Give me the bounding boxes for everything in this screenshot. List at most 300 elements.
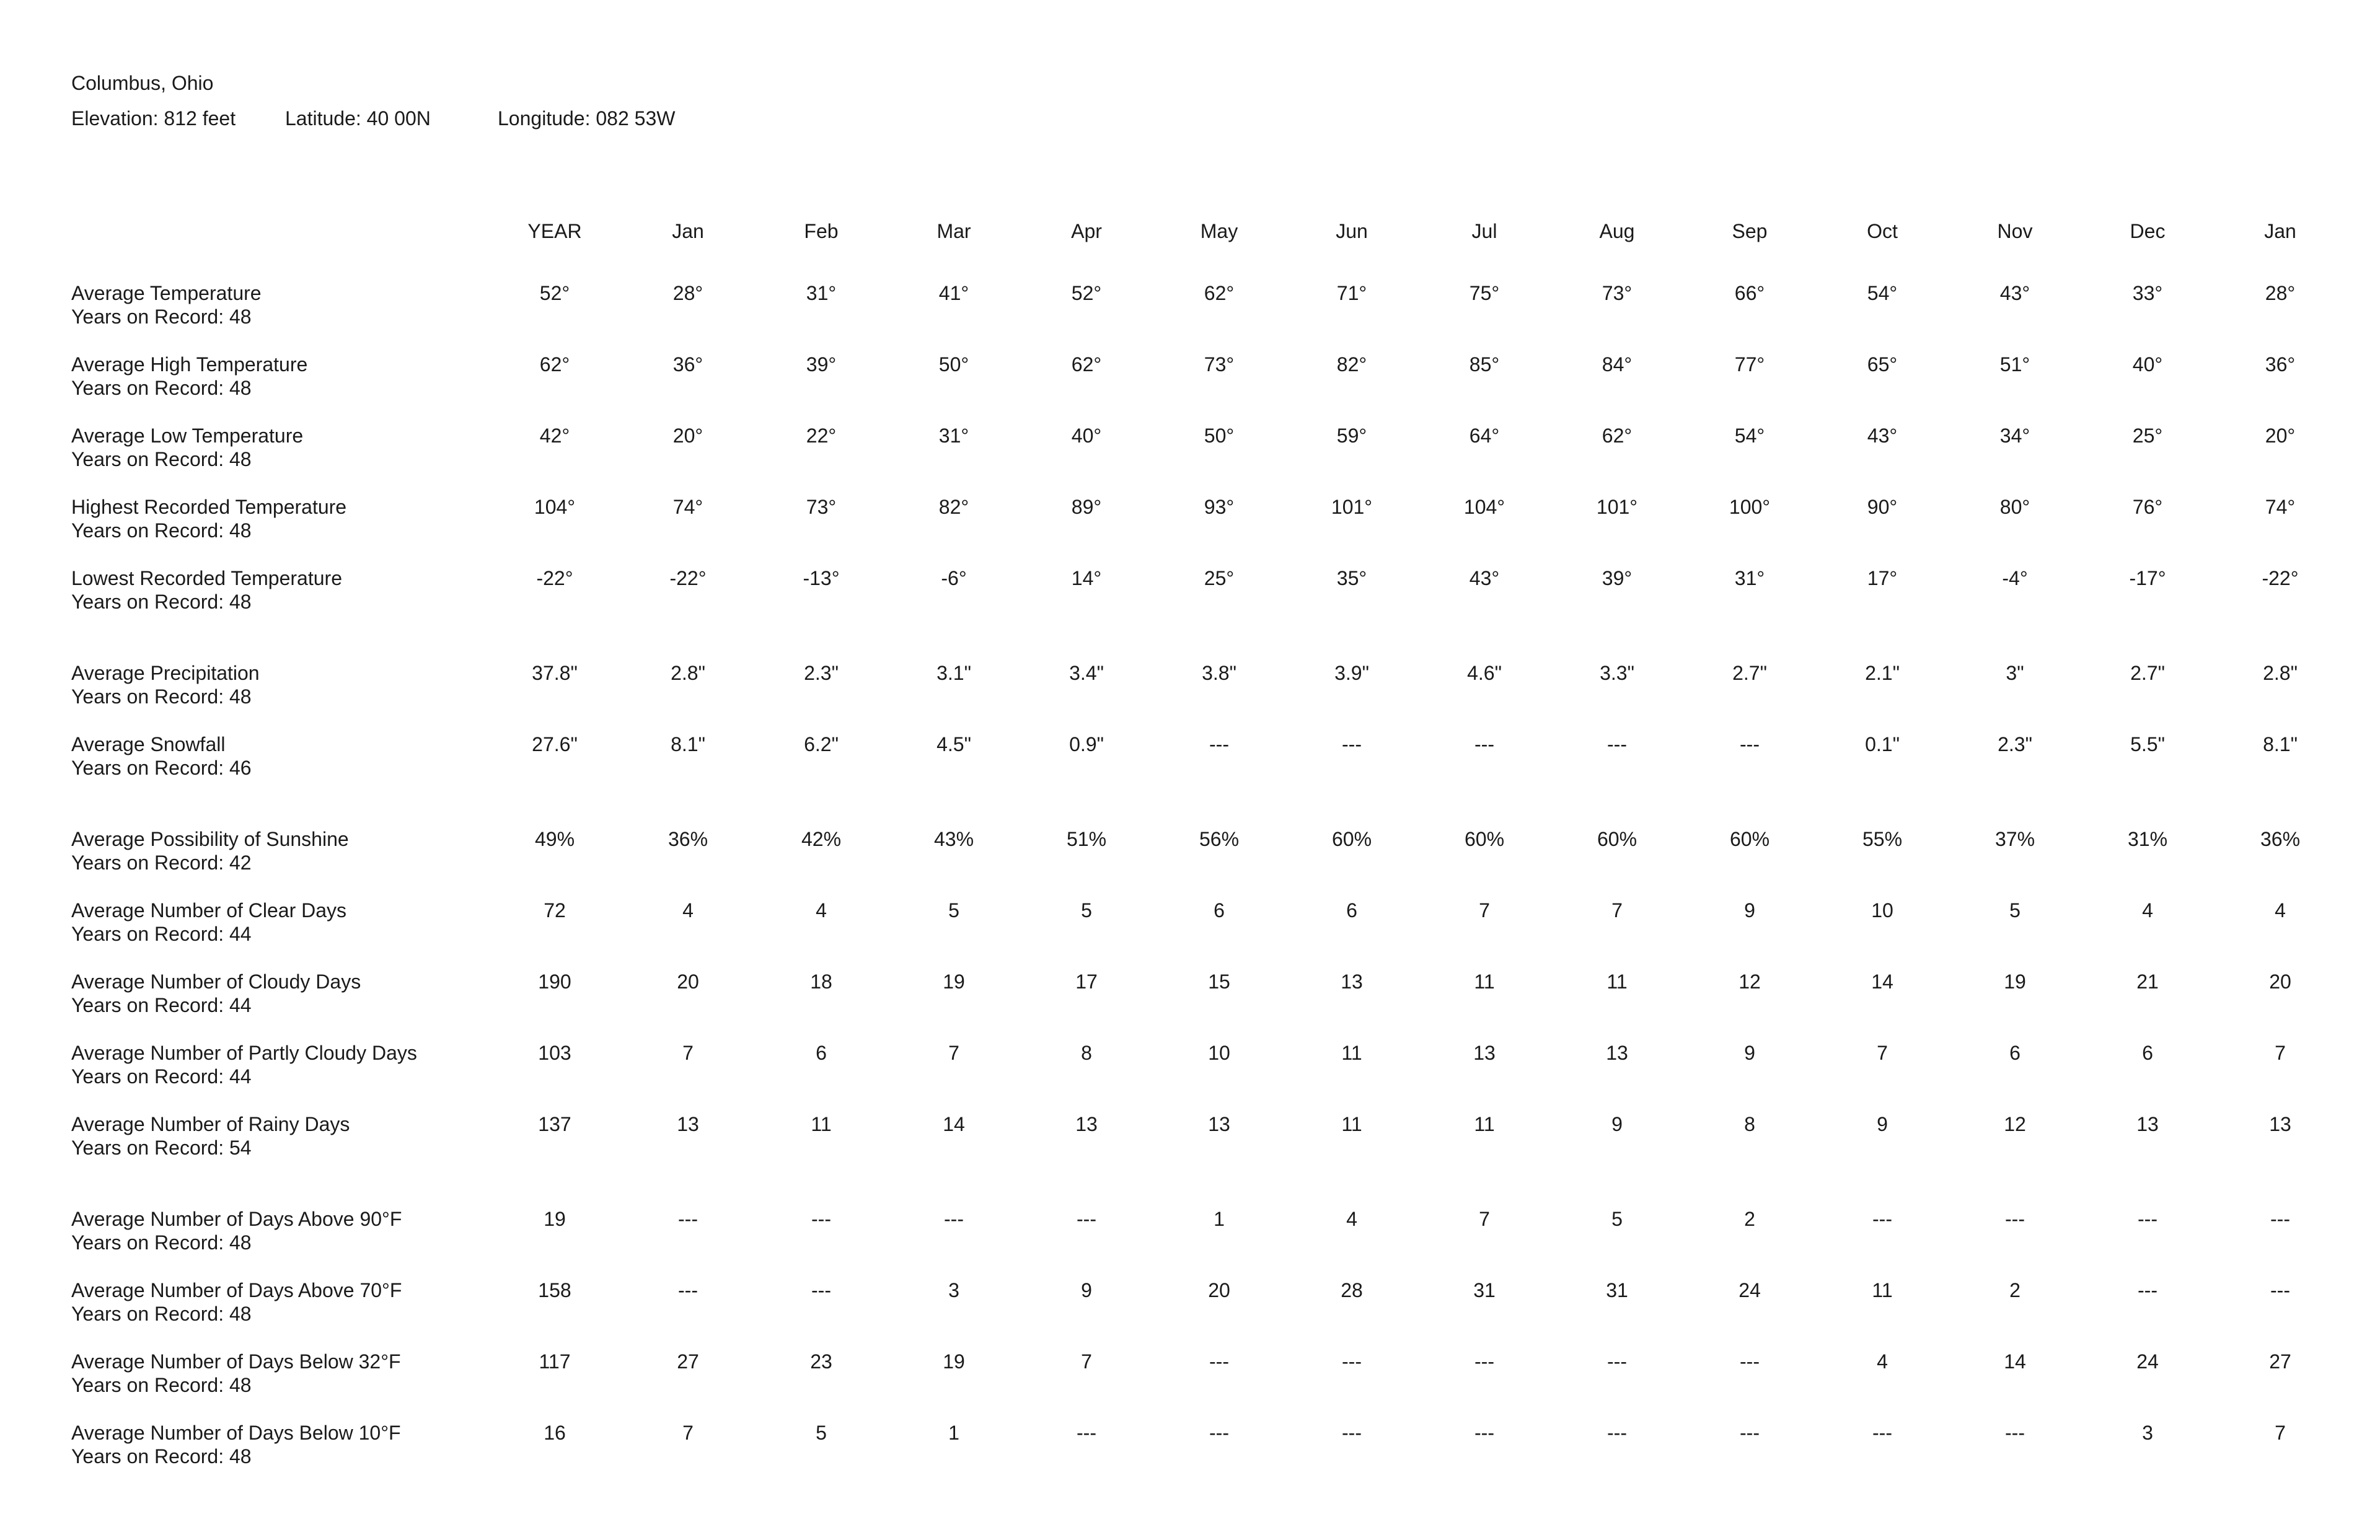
row-label xyxy=(71,281,505,328)
table-cell: 37.8" xyxy=(532,662,578,684)
table-cell: 8.1" xyxy=(2263,733,2298,755)
table-cell: --- xyxy=(1474,733,1494,755)
row-label xyxy=(71,424,505,471)
table-cell: --- xyxy=(1474,1350,1494,1373)
table-cell: 60% xyxy=(1729,828,1770,850)
table-cell: 4 xyxy=(2275,899,2286,922)
table-row xyxy=(71,495,2365,545)
table-cell: 2.8" xyxy=(671,662,705,684)
table-cell: 55% xyxy=(1862,828,1903,850)
table-cell: --- xyxy=(2270,1208,2290,1230)
table-cell: 31° xyxy=(1734,567,1765,589)
table-cell: 21 xyxy=(2136,970,2159,993)
table-row xyxy=(71,970,2365,1019)
years-on-record: Years on Record: 48 xyxy=(71,377,252,399)
table-cell: 56% xyxy=(1199,828,1240,850)
table-cell: 10 xyxy=(1208,1042,1230,1064)
table-cell: 2.1" xyxy=(1865,662,1900,684)
table-cell: 77° xyxy=(1734,353,1765,376)
table-cell: 27 xyxy=(677,1350,699,1373)
table-cell: 15 xyxy=(1208,970,1230,993)
metric-name: Highest Recorded Temperature xyxy=(71,496,347,518)
latitude-text: Latitude: 40 00N xyxy=(285,107,431,130)
table-cell: --- xyxy=(678,1279,698,1301)
years-on-record: Years on Record: 54 xyxy=(71,1137,252,1159)
table-cell: 16 xyxy=(544,1422,566,1444)
table-cell: 24 xyxy=(2136,1350,2159,1373)
table-cell: -13° xyxy=(803,567,840,589)
table-cell: 14° xyxy=(1071,567,1102,589)
table-cell: 2.3" xyxy=(804,662,839,684)
table-cell: 20° xyxy=(2265,425,2296,447)
table-cell: 41° xyxy=(938,282,969,304)
column-header: Dec xyxy=(2130,220,2166,242)
table-cell: 27.6" xyxy=(532,733,578,755)
table-cell: -22° xyxy=(536,567,573,589)
years-on-record: Years on Record: 44 xyxy=(71,994,252,1016)
table-cell: 7 xyxy=(682,1422,694,1444)
table-cell: 13 xyxy=(1208,1113,1230,1135)
table-cell: 101° xyxy=(1596,496,1638,518)
table-cell: -4° xyxy=(2002,567,2028,589)
table-cell: 3.1" xyxy=(937,662,971,684)
table-cell: 7 xyxy=(1479,1208,1490,1230)
metric-name: Average Number of Days Above 70°F xyxy=(71,1279,402,1301)
table-cell: 10 xyxy=(1871,899,1893,922)
table-cell: 49% xyxy=(534,828,575,850)
table-row xyxy=(71,566,2365,616)
table-row xyxy=(71,899,2365,948)
table-cell: --- xyxy=(678,1208,698,1230)
table-row xyxy=(71,353,2365,402)
table-cell: 28° xyxy=(2265,282,2296,304)
metric-name: Average Number of Clear Days xyxy=(71,899,347,922)
table-cell: 31° xyxy=(806,282,837,304)
table-cell: --- xyxy=(1342,1350,1362,1373)
years-on-record: Years on Record: 48 xyxy=(71,1374,252,1396)
table-cell: 60% xyxy=(1464,828,1505,850)
table-row xyxy=(71,827,2365,877)
table-cell: 39° xyxy=(806,353,837,376)
table-cell: 3.9" xyxy=(1334,662,1369,684)
table-cell: --- xyxy=(811,1279,831,1301)
table-row xyxy=(71,1112,2365,1162)
table-cell: 7 xyxy=(1611,899,1623,922)
row-label xyxy=(71,1041,505,1088)
table-cell: 22° xyxy=(806,425,837,447)
table-cell: 8 xyxy=(1081,1042,1092,1064)
column-header: YEAR xyxy=(527,220,582,242)
table-cell: 9 xyxy=(1744,899,1755,922)
table-cell: 31 xyxy=(1606,1279,1628,1301)
table-cell: 5 xyxy=(1081,899,1092,922)
column-header: Jun xyxy=(1336,220,1368,242)
table-cell: 39° xyxy=(1602,567,1633,589)
elevation-text: Elevation: 812 feet xyxy=(71,107,236,130)
table-cell: 43° xyxy=(1867,425,1898,447)
table-cell: 75° xyxy=(1469,282,1500,304)
column-header: Feb xyxy=(804,220,839,242)
table-cell: 11 xyxy=(1474,1113,1495,1135)
table-cell: --- xyxy=(1872,1422,1892,1444)
table-cell: 42° xyxy=(539,425,570,447)
table-cell: 104° xyxy=(1463,496,1505,518)
table-cell: 117 xyxy=(539,1350,571,1373)
table-cell: 14 xyxy=(943,1113,965,1135)
years-on-record: Years on Record: 46 xyxy=(71,757,252,779)
table-cell: 76° xyxy=(2132,496,2163,518)
table-cell: 19 xyxy=(943,970,965,993)
table-cell: 4 xyxy=(1346,1208,1357,1230)
years-on-record: Years on Record: 48 xyxy=(71,519,252,542)
table-cell: --- xyxy=(1209,1422,1229,1444)
table-cell: 13 xyxy=(2136,1113,2159,1135)
row-label xyxy=(71,1112,505,1159)
table-cell: 54° xyxy=(1867,282,1898,304)
years-on-record: Years on Record: 48 xyxy=(71,306,252,328)
table-cell: 11 xyxy=(1474,970,1495,993)
table-cell: 34° xyxy=(1999,425,2030,447)
table-cell: 5 xyxy=(1611,1208,1623,1230)
table-cell: 4.5" xyxy=(937,733,971,755)
table-cell: 6 xyxy=(1346,899,1357,922)
table-cell: 1 xyxy=(1214,1208,1225,1230)
column-header: Jul xyxy=(1471,220,1497,242)
table-cell: 103 xyxy=(538,1042,571,1064)
table-cell: --- xyxy=(1474,1422,1494,1444)
table-cell: 3 xyxy=(948,1279,959,1301)
table-cell: 3.3" xyxy=(1600,662,1634,684)
metric-name: Average Temperature xyxy=(71,282,262,304)
table-cell: 72 xyxy=(544,899,566,922)
column-header: Mar xyxy=(937,220,971,242)
metric-name: Average Possibility of Sunshine xyxy=(71,828,349,850)
table-cell: 64° xyxy=(1469,425,1500,447)
metric-name: Average Number of Rainy Days xyxy=(71,1113,350,1135)
table-cell: 43% xyxy=(933,828,974,850)
table-cell: --- xyxy=(2005,1422,2025,1444)
metric-name: Average Number of Partly Cloudy Days xyxy=(71,1042,417,1064)
table-cell: 104° xyxy=(534,496,576,518)
table-cell: 12 xyxy=(1739,970,1761,993)
table-cell: 73° xyxy=(1204,353,1235,376)
row-label xyxy=(71,970,505,1017)
table-cell: 6 xyxy=(2142,1042,2153,1064)
table-cell: 28° xyxy=(672,282,703,304)
table-row xyxy=(71,1207,2365,1257)
table-cell: 158 xyxy=(538,1279,571,1301)
table-cell: 28 xyxy=(1341,1279,1363,1301)
table-cell: -6° xyxy=(941,567,967,589)
table-cell: --- xyxy=(2138,1279,2157,1301)
table-cell: 27 xyxy=(2269,1350,2291,1373)
table-cell: 23 xyxy=(810,1350,832,1373)
column-header: Jan xyxy=(2264,220,2296,242)
table-cell: 7 xyxy=(1479,899,1490,922)
table-cell: 43° xyxy=(1999,282,2030,304)
table-cell: 73° xyxy=(1602,282,1633,304)
table-cell: 51% xyxy=(1066,828,1107,850)
table-cell: 9 xyxy=(1877,1113,1888,1135)
table-cell: 3.4" xyxy=(1069,662,1104,684)
location-meta xyxy=(71,107,675,130)
table-cell: 2.3" xyxy=(1998,733,2032,755)
table-cell: --- xyxy=(2138,1208,2157,1230)
table-cell: 19 xyxy=(943,1350,965,1373)
table-cell: --- xyxy=(1342,1422,1362,1444)
table-cell: --- xyxy=(1077,1422,1096,1444)
table-cell: 2.7" xyxy=(2130,662,2165,684)
table-cell: 7 xyxy=(1877,1042,1888,1064)
table-cell: 18 xyxy=(810,970,832,993)
table-cell: 60% xyxy=(1597,828,1637,850)
table-cell: 1 xyxy=(948,1422,959,1444)
table-cell: 0.9" xyxy=(1069,733,1104,755)
table-cell: 14 xyxy=(1871,970,1893,993)
table-cell: 33° xyxy=(2132,282,2163,304)
table-cell: 4 xyxy=(682,899,694,922)
table-cell: 11 xyxy=(1872,1279,1893,1301)
table-cell: 13 xyxy=(677,1113,699,1135)
table-cell: 13 xyxy=(1075,1113,1098,1135)
row-label xyxy=(71,733,505,780)
table-cell: 5.5" xyxy=(2130,733,2165,755)
table-cell: 4 xyxy=(2142,899,2153,922)
table-cell: 9 xyxy=(1744,1042,1755,1064)
table-cell: --- xyxy=(811,1208,831,1230)
table-cell: 42% xyxy=(801,828,842,850)
table-cell: 17 xyxy=(1075,970,1098,993)
table-cell: 62° xyxy=(539,353,570,376)
table-cell: 51° xyxy=(1999,353,2030,376)
years-on-record: Years on Record: 48 xyxy=(71,1231,252,1254)
row-label xyxy=(71,566,505,614)
table-cell: 20 xyxy=(2269,970,2291,993)
table-cell: 8 xyxy=(1744,1113,1755,1135)
table-cell: 73° xyxy=(806,496,837,518)
table-cell: 13 xyxy=(1341,970,1363,993)
metric-name: Average Number of Days Above 90°F xyxy=(71,1208,402,1230)
table-cell: 8.1" xyxy=(671,733,705,755)
metric-name: Average Snowfall xyxy=(71,733,226,755)
table-cell: 50° xyxy=(1204,425,1235,447)
table-cell: 11 xyxy=(811,1113,832,1135)
years-on-record: Years on Record: 48 xyxy=(71,1445,252,1467)
table-cell: --- xyxy=(1607,1422,1627,1444)
table-cell: 74° xyxy=(2265,496,2296,518)
table-cell: 4 xyxy=(1877,1350,1888,1373)
column-header: Nov xyxy=(1997,220,2033,242)
table-cell: 19 xyxy=(544,1208,566,1230)
years-on-record: Years on Record: 48 xyxy=(71,591,252,613)
table-cell: 90° xyxy=(1867,496,1898,518)
table-cell: 25° xyxy=(1204,567,1235,589)
table-cell: 13 xyxy=(1473,1042,1496,1064)
metric-name: Average Number of Cloudy Days xyxy=(71,970,361,993)
table-cell: 100° xyxy=(1729,496,1771,518)
table-row xyxy=(71,661,2365,711)
table-cell: 20° xyxy=(672,425,703,447)
table-cell: --- xyxy=(1209,1350,1229,1373)
table-cell: 19 xyxy=(2004,970,2026,993)
table-cell: 190 xyxy=(538,970,571,993)
table-cell: 11 xyxy=(1606,970,1628,993)
table-cell: 7 xyxy=(2275,1042,2286,1064)
table-cell: 6.2" xyxy=(804,733,839,755)
column-header: May xyxy=(1200,220,1238,242)
table-cell: 14 xyxy=(2004,1350,2026,1373)
table-cell: 62° xyxy=(1204,282,1235,304)
table-cell: 6 xyxy=(2009,1042,2021,1064)
years-on-record: Years on Record: 48 xyxy=(71,685,252,708)
table-row xyxy=(71,424,2365,473)
table-cell: --- xyxy=(1209,733,1229,755)
table-cell: --- xyxy=(2005,1208,2025,1230)
table-cell: 2 xyxy=(2009,1279,2021,1301)
table-cell: 37% xyxy=(1994,828,2035,850)
table-cell: 7 xyxy=(1081,1350,1092,1373)
table-cell: 36° xyxy=(2265,353,2296,376)
table-row xyxy=(71,1278,2365,1328)
table-cell: 6 xyxy=(816,1042,827,1064)
table-cell: --- xyxy=(1872,1208,1892,1230)
table-cell: 82° xyxy=(1336,353,1367,376)
table-cell: 2.7" xyxy=(1732,662,1767,684)
table-cell: 12 xyxy=(2004,1113,2026,1135)
table-cell: --- xyxy=(1607,1350,1627,1373)
table-cell: 17° xyxy=(1867,567,1898,589)
table-cell: -22° xyxy=(2262,567,2299,589)
table-cell: 36° xyxy=(672,353,703,376)
metric-name: Average Low Temperature xyxy=(71,425,304,447)
table-cell: 89° xyxy=(1071,496,1102,518)
metric-name: Average Number of Days Below 32°F xyxy=(71,1350,401,1373)
metric-name: Lowest Recorded Temperature xyxy=(71,567,342,589)
table-row xyxy=(71,1421,2365,1471)
table-cell: 35° xyxy=(1336,567,1367,589)
column-header: Oct xyxy=(1867,220,1898,242)
table-cell: --- xyxy=(1740,1422,1760,1444)
table-cell: -22° xyxy=(669,567,707,589)
table-cell: 3" xyxy=(2006,662,2024,684)
table-cell: -17° xyxy=(2129,567,2166,589)
table-cell: 24 xyxy=(1739,1279,1761,1301)
table-cell: 84° xyxy=(1602,353,1633,376)
table-cell: 20 xyxy=(677,970,699,993)
table-cell: 0.1" xyxy=(1865,733,1900,755)
metric-name: Average Number of Days Below 10°F xyxy=(71,1422,401,1444)
table-cell: 85° xyxy=(1469,353,1500,376)
table-cell: 7 xyxy=(948,1042,959,1064)
column-header: Apr xyxy=(1071,220,1102,242)
table-cell: 82° xyxy=(938,496,969,518)
table-cell: 2 xyxy=(1744,1208,1755,1230)
row-label xyxy=(71,1278,505,1326)
table-cell: 5 xyxy=(816,1422,827,1444)
column-header-row xyxy=(71,219,2365,269)
table-cell: 3 xyxy=(2142,1422,2153,1444)
table-cell: --- xyxy=(2270,1279,2290,1301)
table-cell: 6 xyxy=(1214,899,1225,922)
table-cell: 93° xyxy=(1204,496,1235,518)
table-cell: 31° xyxy=(938,425,969,447)
table-cell: 36% xyxy=(2260,828,2301,850)
row-label xyxy=(71,495,505,542)
table-cell: 62° xyxy=(1602,425,1633,447)
table-cell: 3.8" xyxy=(1202,662,1236,684)
table-cell: 20 xyxy=(1208,1279,1230,1301)
table-cell: 9 xyxy=(1611,1113,1623,1135)
table-cell: 9 xyxy=(1081,1279,1092,1301)
table-cell: 36% xyxy=(668,828,708,850)
longitude-text: Longitude: 082 53W xyxy=(498,107,676,130)
page-title: Columbus, Ohio xyxy=(71,72,214,94)
table-row xyxy=(71,1041,2365,1091)
table-cell: --- xyxy=(944,1208,964,1230)
table-cell: 13 xyxy=(1606,1042,1628,1064)
table-cell: 31 xyxy=(1473,1279,1496,1301)
table-cell: 74° xyxy=(672,496,703,518)
table-cell: 40° xyxy=(2132,353,2163,376)
table-cell: 137 xyxy=(538,1113,571,1135)
table-cell: 13 xyxy=(2269,1113,2291,1135)
row-label xyxy=(71,1421,505,1468)
location-header xyxy=(71,71,675,130)
years-on-record: Years on Record: 44 xyxy=(71,1065,252,1088)
years-on-record: Years on Record: 44 xyxy=(71,923,252,945)
table-cell: 62° xyxy=(1071,353,1102,376)
table-cell: 11 xyxy=(1341,1042,1362,1064)
table-cell: 66° xyxy=(1734,282,1765,304)
table-cell: 65° xyxy=(1867,353,1898,376)
row-label xyxy=(71,899,505,946)
table-row xyxy=(71,281,2365,331)
table-cell: --- xyxy=(1740,733,1760,755)
row-label xyxy=(71,827,505,874)
years-on-record: Years on Record: 48 xyxy=(71,448,252,470)
table-cell: 80° xyxy=(1999,496,2030,518)
table-cell: 40° xyxy=(1071,425,1102,447)
table-cell: 2.8" xyxy=(2263,662,2298,684)
table-cell: --- xyxy=(1607,733,1627,755)
table-cell: 4 xyxy=(816,899,827,922)
column-header: Jan xyxy=(672,220,704,242)
column-header: Aug xyxy=(1599,220,1635,242)
table-cell: 7 xyxy=(682,1042,694,1064)
metric-name: Average High Temperature xyxy=(71,353,308,376)
table-cell: 101° xyxy=(1331,496,1373,518)
row-label xyxy=(71,1350,505,1397)
table-cell: 71° xyxy=(1336,282,1367,304)
column-header: Sep xyxy=(1732,220,1768,242)
table-row xyxy=(71,733,2365,782)
row-label xyxy=(71,661,505,708)
table-cell: 60% xyxy=(1331,828,1372,850)
row-label xyxy=(71,353,505,400)
table-cell: 43° xyxy=(1469,567,1500,589)
table-cell: 25° xyxy=(2132,425,2163,447)
row-label xyxy=(71,1207,505,1254)
table-cell: 7 xyxy=(2275,1422,2286,1444)
table-cell: --- xyxy=(1740,1350,1760,1373)
table-cell: --- xyxy=(1077,1208,1096,1230)
metric-name: Average Precipitation xyxy=(71,662,260,684)
table-cell: 50° xyxy=(938,353,969,376)
table-cell: 59° xyxy=(1336,425,1367,447)
years-on-record: Years on Record: 42 xyxy=(71,851,252,874)
table-cell: 52° xyxy=(1071,282,1102,304)
table-cell: 54° xyxy=(1734,425,1765,447)
